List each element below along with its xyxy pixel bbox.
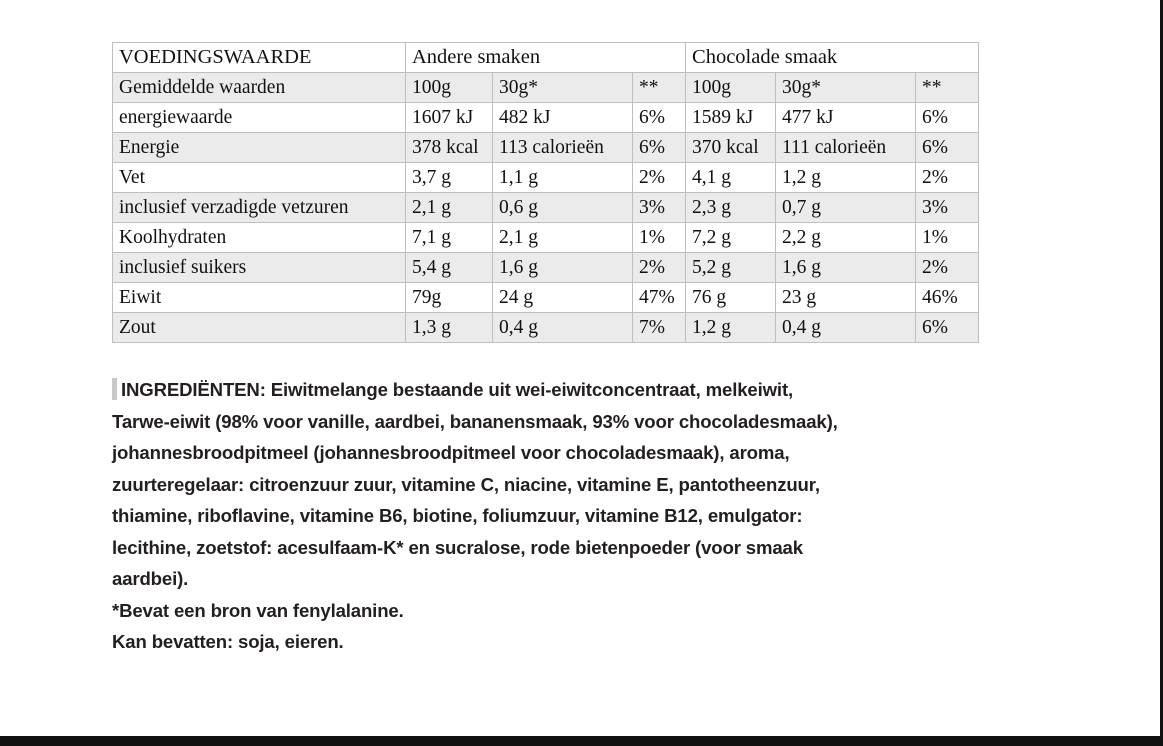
chocolate-per30: 1,6 g — [776, 253, 916, 283]
other-per100: 7,1 g — [406, 223, 493, 253]
nutrient-name: energiewaarde — [113, 103, 406, 133]
chocolate-per30: 477 kJ — [776, 103, 916, 133]
other-per100: 378 kcal — [406, 133, 493, 163]
nutrition-table — [112, 42, 979, 343]
chocolate-percent: 2% — [916, 163, 979, 193]
other-per30: 1,1 g — [493, 163, 633, 193]
chocolate-per100: 7,2 g — [686, 223, 776, 253]
phenylalanine-note: *Bevat een bron van fenylalanine. — [112, 599, 404, 621]
chocolate-per100: 1589 kJ — [686, 103, 776, 133]
chocolate-per30: 0,7 g — [776, 193, 916, 223]
nutrition-table-container — [112, 42, 978, 343]
nutrient-name: Vet — [113, 163, 406, 193]
table-row — [113, 163, 979, 193]
nutrient-name: inclusief suikers — [113, 253, 406, 283]
other-per30: 1,6 g — [493, 253, 633, 283]
other-per100: 5,4 g — [406, 253, 493, 283]
flavour-group-chocolate: Chocolade smaak — [686, 43, 979, 73]
chocolate-per100: 76 g — [686, 283, 776, 313]
flavour-group-other: Andere smaken — [406, 43, 686, 73]
chocolate-percent: 6% — [916, 103, 979, 133]
table-row — [113, 133, 979, 163]
table-corner-label: VOEDINGSWAARDE — [113, 43, 406, 73]
nutrient-name: Eiwit — [113, 283, 406, 313]
chocolate-per30: 1,2 g — [776, 163, 916, 193]
table-header-row-flavours — [113, 43, 979, 73]
other-per100: 1,3 g — [406, 313, 493, 343]
other-per30: 0,4 g — [493, 313, 633, 343]
other-per100: 1607 kJ — [406, 103, 493, 133]
ingredients-line-2: Tarwe-eiwit (98% voor vanille, aardbei, bananensmaak, 93% voor chocoladesmaak), — [112, 410, 838, 432]
subheader-chocolate-per30: 30g* — [776, 73, 916, 103]
subheader-other-per100: 100g — [406, 73, 493, 103]
other-percent: 2% — [633, 163, 686, 193]
ingredients-line-6: lecithine, zoetstof: acesulfaam-K* en sucralose, rode bietenpoeder (voor smaak — [112, 536, 803, 558]
table-row — [113, 103, 979, 133]
table-row — [113, 283, 979, 313]
other-percent: 3% — [633, 193, 686, 223]
other-per30: 24 g — [493, 283, 633, 313]
other-percent: 47% — [633, 283, 686, 313]
other-per100: 79g — [406, 283, 493, 313]
other-per30: 2,1 g — [493, 223, 633, 253]
chocolate-per100: 2,3 g — [686, 193, 776, 223]
subheader-name: Gemiddelde waarden — [113, 73, 406, 103]
other-per100: 2,1 g — [406, 193, 493, 223]
subheader-chocolate-percent: ** — [916, 73, 979, 103]
chocolate-per30: 2,2 g — [776, 223, 916, 253]
ingredients-line-5: thiamine, riboflavine, vitamine B6, biotine, foliumzuur, vitamine B12, emulgator: — [112, 505, 803, 526]
table-row — [113, 193, 979, 223]
chocolate-percent: 2% — [916, 253, 979, 283]
quote-bar-icon — [112, 378, 117, 400]
other-per30: 0,6 g — [493, 193, 633, 223]
may-contain-note: Kan bevatten: soja, eieren. — [112, 631, 344, 652]
ingredients-line-1 — [112, 374, 1087, 406]
ingredients-line-1-text: INGREDIËNTEN: Eiwitmelange bestaande uit wei-eiwitconcentraat, melkeiwit, — [121, 379, 794, 400]
table-row — [113, 253, 979, 283]
table-row — [113, 223, 979, 253]
ingredients-block — [112, 374, 1087, 658]
ingredients-line-4: zuurteregelaar: citroenzuur zuur, vitamine C, niacine, vitamine E, pantotheenzuur, — [112, 473, 820, 495]
table-subheader-row — [113, 73, 979, 103]
chocolate-per100: 4,1 g — [686, 163, 776, 193]
subheader-other-percent: ** — [633, 73, 686, 103]
other-percent: 7% — [633, 313, 686, 343]
nutrient-name: inclusief verzadigde vetzuren — [113, 193, 406, 223]
chocolate-per30: 111 calorieën — [776, 133, 916, 163]
chocolate-percent: 6% — [916, 313, 979, 343]
subheader-chocolate-per100: 100g — [686, 73, 776, 103]
table-row — [113, 313, 979, 343]
other-per30: 482 kJ — [493, 103, 633, 133]
chocolate-per100: 5,2 g — [686, 253, 776, 283]
chocolate-percent: 46% — [916, 283, 979, 313]
other-per30: 113 calorieën — [493, 133, 633, 163]
chocolate-percent: 1% — [916, 223, 979, 253]
other-per100: 3,7 g — [406, 163, 493, 193]
nutrient-name: Koolhydraten — [113, 223, 406, 253]
other-percent: 2% — [633, 253, 686, 283]
subheader-other-per30: 30g* — [493, 73, 633, 103]
chocolate-per30: 0,4 g — [776, 313, 916, 343]
nutrient-name: Energie — [113, 133, 406, 163]
chocolate-percent: 3% — [916, 193, 979, 223]
other-percent: 1% — [633, 223, 686, 253]
other-percent: 6% — [633, 133, 686, 163]
chocolate-percent: 6% — [916, 133, 979, 163]
chocolate-per30: 23 g — [776, 283, 916, 313]
other-percent: 6% — [633, 103, 686, 133]
nutrient-name: Zout — [113, 313, 406, 343]
chocolate-per100: 1,2 g — [686, 313, 776, 343]
ingredients-line-7: aardbei). — [112, 568, 189, 589]
ingredients-line-3: johannesbroodpitmeel (johannesbroodpitmeel voor chocoladesmaak), aroma, — [112, 442, 790, 463]
chocolate-per100: 370 kcal — [686, 133, 776, 163]
